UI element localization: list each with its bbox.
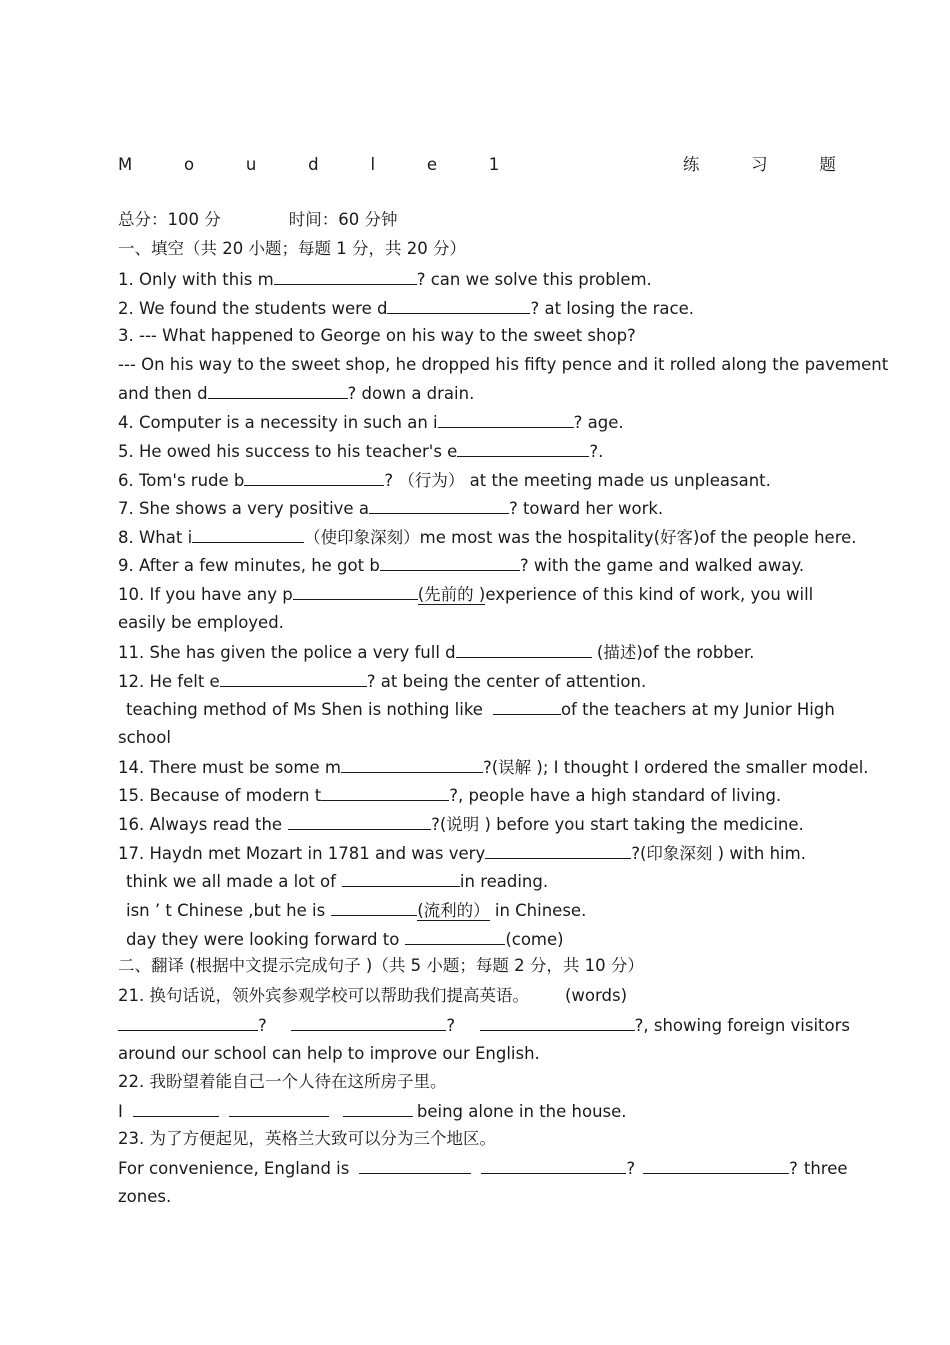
answer-blank[interactable]: [192, 523, 304, 543]
title-letter: o: [184, 155, 195, 174]
question-14: 14. There must be some m ?(误解 ); I thought I ordered the smaller model.: [118, 753, 850, 781]
question-19: isn ’ t Chinese ,but he is (流利的） in Chinese.: [126, 896, 850, 924]
answer-blank[interactable]: [288, 810, 431, 830]
answer-blank[interactable]: [343, 1097, 413, 1117]
answer-blank[interactable]: [456, 638, 592, 658]
answer-blank[interactable]: [380, 551, 520, 571]
answer-blank[interactable]: [331, 896, 417, 916]
answer-blank[interactable]: [643, 1154, 789, 1174]
answer-blank[interactable]: [405, 925, 505, 945]
question-18: think we all made a lot of in reading.: [126, 867, 850, 895]
question-23-answer: For convenience, England is ? ? three: [118, 1154, 850, 1182]
title-gap: [551, 150, 631, 180]
answer-blank[interactable]: [342, 867, 460, 887]
answer-blank[interactable]: [369, 494, 509, 514]
question-5: 5. He owed his success to his teacher's e ?.: [118, 437, 850, 465]
title-letter: 习: [751, 155, 768, 174]
question-16: 16. Always read the ?(说明 ) before you start taking the medicine.: [118, 810, 850, 838]
question-8: 8. What i （使印象深刻）me most was the hospitality(好客)of the people here.: [118, 523, 850, 551]
exam-meta: [118, 206, 850, 234]
answer-blank[interactable]: [321, 781, 449, 801]
title-letter: M: [118, 155, 133, 174]
answer-blank[interactable]: [118, 1011, 258, 1031]
question-3-cont: and then d ? down a drain.: [118, 379, 850, 407]
answer-blank[interactable]: [293, 580, 418, 600]
question-21-answer: ? ? ?, showing foreign visitors: [118, 1011, 850, 1039]
question-13: teaching method of Ms Shen is nothing like of the teachers at my Junior High: [126, 695, 850, 723]
section-heading: 二、翻译 (根据中文提示完成句子 )（共 5 小题；每题 2 分，共 10 分）: [118, 956, 644, 975]
title-letter: l: [370, 155, 376, 174]
question-10-cont: easily be employed.: [118, 613, 284, 632]
question-13-cont: school: [118, 728, 171, 747]
answer-blank[interactable]: [493, 695, 561, 715]
answer-blank[interactable]: [274, 265, 417, 285]
question-11: 11. She has given the police a very full d (描述)of the robber.: [118, 638, 850, 666]
title-letter: d: [308, 155, 319, 174]
question-10: 10. If you have any p (先前的 )experience of this kind of work, you will: [118, 580, 850, 608]
question-2: 2. We found the students were d ? at losing the race.: [118, 294, 850, 322]
title-letter: e: [426, 155, 437, 174]
answer-blank[interactable]: [359, 1154, 471, 1174]
question-20: day they were looking forward to (come): [126, 925, 850, 953]
question-17: 17. Haydn met Mozart in 1781 and was very ?(印象深刻 ) with him.: [118, 839, 850, 867]
answer-blank[interactable]: [208, 379, 348, 399]
title-letter: u: [245, 155, 257, 174]
question-7: 7. She shows a very positive a ? toward her work.: [118, 494, 850, 522]
answer-blank[interactable]: [229, 1097, 329, 1117]
title-letter: 1: [488, 155, 500, 174]
answer-blank[interactable]: [220, 667, 367, 687]
question-1: 1. Only with this m ? can we solve this problem.: [118, 265, 850, 293]
answer-blank[interactable]: [485, 839, 631, 859]
question-9: 9. After a few minutes, he got b ? with the game and walked away.: [118, 551, 850, 579]
question-4: 4. Computer is a necessity in such an i ? age.: [118, 408, 850, 436]
question-21-cont: around our school can help to improve our English.: [118, 1044, 540, 1063]
question-22-answer: I being alone in the house.: [118, 1097, 850, 1125]
answer-blank[interactable]: [387, 294, 530, 314]
time-limit: 时间：60 分钟: [288, 210, 398, 229]
question-15: 15. Because of modern t ?, people have a high standard of living.: [118, 781, 850, 809]
total-score: 总分：100 分: [118, 210, 221, 229]
answer-blank[interactable]: [481, 1154, 626, 1174]
section-heading: 一、填空（共 20 小题；每题 1 分，共 20 分）: [118, 239, 466, 258]
answer-blank[interactable]: [133, 1097, 219, 1117]
question-3: 3. --- What happened to George on his way to the sweet shop?: [118, 326, 636, 345]
question-21: 21. 换句话说，领外宾参观学校可以帮助我们提高英语。 (words): [118, 986, 628, 1005]
title-letter: 练: [682, 155, 700, 174]
question-23: 23. 为了方便起见，英格兰大致可以分为三个地区。: [118, 1129, 496, 1148]
title-letter: 题: [819, 155, 836, 174]
question-3-answer: --- On his way to the sweet shop, he dropped his fifty pence and it rolled along the pavement: [118, 355, 889, 374]
question-23-cont: zones.: [118, 1187, 172, 1206]
answer-blank[interactable]: [457, 437, 589, 457]
page-title: [118, 150, 836, 180]
question-6: 6. Tom's rude b ? （行为） at the meeting made us unpleasant.: [118, 466, 850, 494]
answer-blank[interactable]: [291, 1011, 446, 1031]
answer-blank[interactable]: [438, 408, 574, 428]
question-22: 22. 我盼望着能自己一个人待在这所房子里。: [118, 1072, 447, 1091]
answer-blank[interactable]: [480, 1011, 635, 1031]
question-12: 12. He felt e ? at being the center of attention.: [118, 667, 850, 695]
answer-blank[interactable]: [341, 753, 483, 773]
answer-blank[interactable]: [244, 466, 384, 486]
